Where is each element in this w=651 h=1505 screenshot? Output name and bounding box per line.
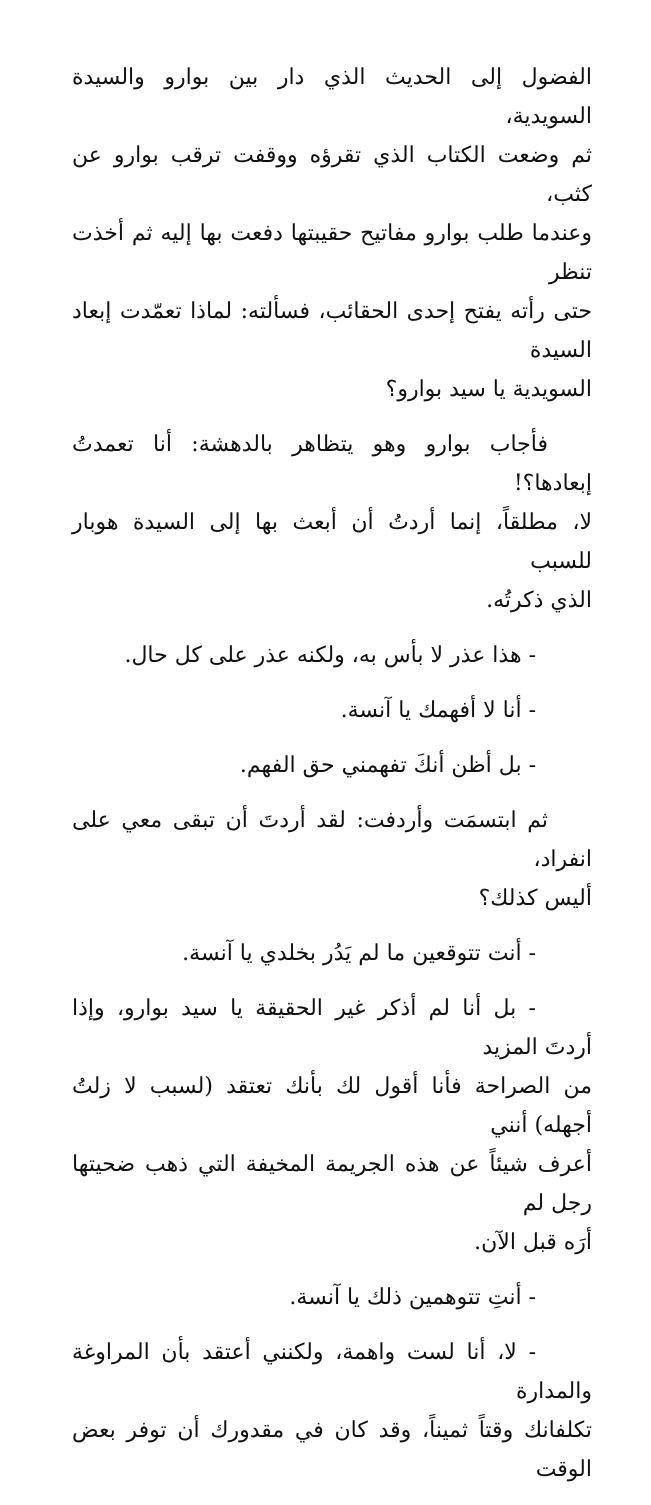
text-line: السويدية يا سيد بوارو؟ [385,377,592,402]
text-line: الفضول إلى الحديث الذي دار بين بوارو والسيدة السويدية، [72,65,592,129]
paragraph-poirot-reply [72,425,592,620]
paragraph-she-smiled [72,801,592,918]
dialog-line-excuse [72,636,592,675]
text-line: تكلفانك وقتاً ثميناً، وقد كان في مقدورك أن توفر بعض الوقت [72,1418,592,1482]
text-line: أرَه قبل الآن. [474,1230,592,1255]
text-line: وعندما طلب بوارو مفاتيح حقيبتها دفعت بها إليه ثم أخذت تنظر [72,221,592,285]
text-line: من الصراحة فأنا أقول لك بأنك تعتقد (لسبب لا زلتُ أجهله) أنني [72,1074,592,1138]
text-line: - بل أنا لم أذكر غير الحقيقة يا سيد بوارو، وإذا أردتَ المزيد [72,996,592,1060]
text-line: لا، مطلقاً، إنما أردتُ أن أبعث بها إلى السيدة هوبار للسبب [72,510,592,574]
text-line: فأجاب بوارو وهو يتظاهر بالدهشة: أنا تعمدتُ إبعادها؟! [72,432,592,496]
dialog-line-dont-understand [72,691,592,730]
text-line: أليس كذلك؟ [478,886,592,911]
text-line: - لا، أنا لست واهمة، ولكنني أعتقد بأن المراوغة والمدارة [72,1340,592,1404]
dialog-line-imagining [72,1278,592,1317]
dialog-paragraph-truth [72,989,592,1262]
text-line: ثم ابتسمَت وأردفت: لقد أردتَ أن تبقى معي على انفراد، [72,808,592,872]
text-line: - أنت تتوقعين ما لم يَدُر بخلدي يا آنسة. [182,941,536,966]
dialog-paragraph-not-imagining [72,1333,592,1489]
paragraph-curiosity [72,58,592,409]
text-line: حتى رأته يفتح إحدى الحقائب، فسألته: لماذا تعمّدت إبعاد السيدة [72,299,592,363]
text-line: - أنتِ تتوهمين ذلك يا آنسة. [289,1285,536,1310]
text-line: - بل أظن أنكَ تفهمني حق الفهم. [239,753,536,778]
text-line: الذي ذكرتُه. [486,588,592,613]
dialog-line-you-expect [72,934,592,973]
book-page [72,58,592,1505]
dialog-line-understand-well [72,746,592,785]
text-line: - أنا لا أفهمك يا آنسة. [340,698,536,723]
text-line: أعرف شيئاً عن هذه الجريمة المخيفة التي ذهب ضحيتها رجل لم [72,1152,592,1216]
text-line: - هذا عذر لا بأس به، ولكنه عذر على كل حال. [124,643,536,668]
text-line: ثم وضعت الكتاب الذي تقرؤه ووقفت ترقب بوارو عن كثب، [72,143,592,207]
